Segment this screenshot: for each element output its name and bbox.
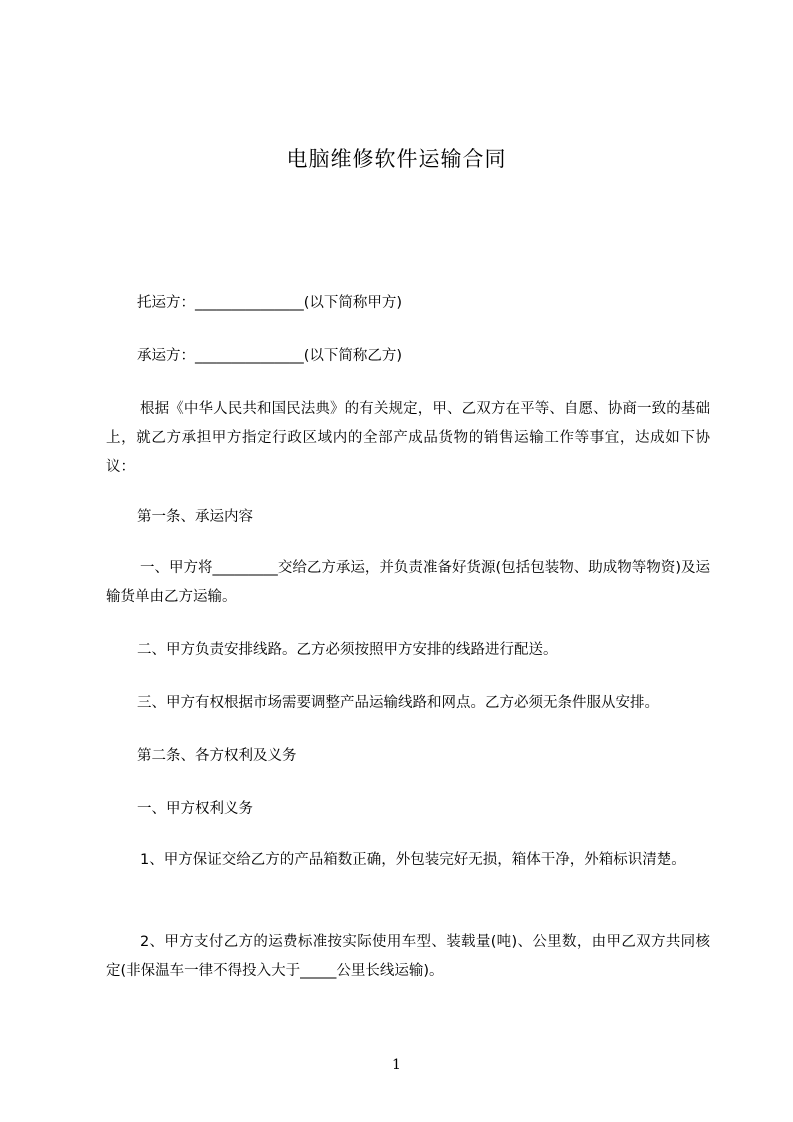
preamble-paragraph: 根据《中华人民共和国民法典》的有关规定，甲、乙双方在平等、自愿、协商一致的基础上，就乙方承担甲方指定行政区域内的全部产成品货物的销售运输工作等事宜，达成如下协议： xyxy=(106,401,710,475)
article2-sub1-item1: 1、甲方保证交给乙方的产品箱数正确，外包装完好无损，箱体干净，外箱标识清楚。 xyxy=(140,852,686,868)
document-title: 电脑维修软件运输合同 xyxy=(286,147,507,171)
article1-item3: 三、甲方有权根据市场需要调整产品运输线路和网点。乙方必须无条件服从安排。 xyxy=(137,695,659,711)
page-number: 1 xyxy=(392,1057,401,1073)
article1-item2: 二、甲方负责安排线路。乙方必须按照甲方安排的线路进行配送。 xyxy=(137,642,558,658)
carrier-line: 承运方：_______________(以下简称乙方) xyxy=(137,348,403,364)
article1-item1: 一、甲方将_________交给乙方承运，并负责准备好货源(包括包装物、助成物等物资)及运输货单由乙方运输。 xyxy=(106,560,710,605)
shipper-line: 托运方：_______________(以下简称甲方) xyxy=(137,295,403,311)
article2-sub1-heading: 一、甲方权利义务 xyxy=(137,801,253,817)
article2-sub1-item2: 2、甲方支付乙方的运费标准按实际使用车型、装载量(吨)、公里数，由甲乙双方共同核定(非保温车一律不得投入大于_____公里长线运输)。 xyxy=(106,934,710,979)
article1-heading: 第一条、承运内容 xyxy=(137,509,253,525)
article2-heading: 第二条、各方权利及义务 xyxy=(137,748,297,764)
